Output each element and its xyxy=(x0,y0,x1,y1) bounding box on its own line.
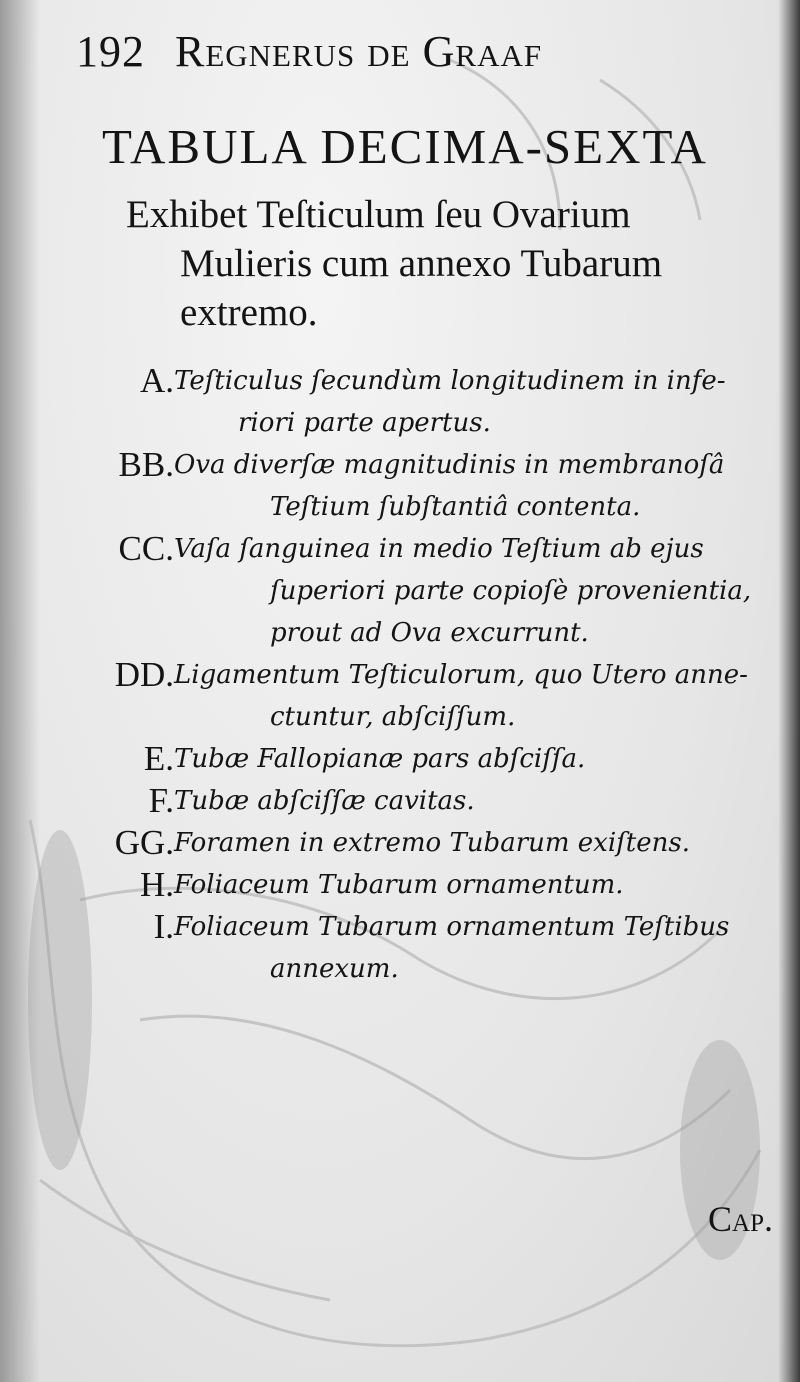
legend-text xyxy=(174,906,790,990)
legend-text xyxy=(174,864,790,906)
legend-entry xyxy=(74,444,790,528)
legend-text xyxy=(174,654,790,738)
legend-entry xyxy=(74,906,790,990)
legend-letter: I. xyxy=(153,907,174,946)
legend-entry xyxy=(74,738,790,780)
legend-line: Foliaceum Tubarum ornamentum. xyxy=(174,870,624,900)
subtitle-line: Exhibet Teſticulum ſeu Ovarium xyxy=(126,193,631,236)
legend-letter: H. xyxy=(139,865,174,904)
legend-entry xyxy=(74,780,790,822)
legend-entry xyxy=(74,864,790,906)
legend-letter: CC. xyxy=(118,529,174,568)
legend-line: Tubæ Fallopianæ pars abſciſſa. xyxy=(174,744,586,774)
legend-letter: DD. xyxy=(114,655,174,694)
legend-text xyxy=(174,822,790,864)
legend-text xyxy=(174,444,790,528)
legend-line: ſuperiori parte copioſè provenientia, xyxy=(270,576,752,606)
subtitle-line: Mulieris cum annexo Tubarum xyxy=(180,242,663,285)
legend-text xyxy=(174,528,790,654)
legend-entry xyxy=(74,360,790,444)
legend-line: Vaſa ſanguinea in medio Teſtium ab ejus xyxy=(174,534,704,564)
legend-line: Tubæ abſciſſæ cavitas. xyxy=(174,786,475,816)
legend-line: prout ad Ova excurrunt. xyxy=(270,618,589,648)
legend-letter: A. xyxy=(139,361,174,400)
subtitle-line: extremo. xyxy=(180,291,318,334)
plate-legend xyxy=(74,360,790,990)
legend-line: Teſtium ſubſtantiâ contenta. xyxy=(270,492,641,522)
legend-line: Teſticulus ſecundùm longitudinem in infe- xyxy=(174,366,726,396)
legend-letter: GG. xyxy=(114,823,174,862)
legend-line: ctuntur, abſciſſum. xyxy=(270,702,516,732)
legend-line: Foliaceum Tubarum ornamentum Teſtibus xyxy=(174,912,730,942)
page-number: 192 xyxy=(76,27,145,76)
legend-entry xyxy=(74,528,790,654)
legend-line: riori parte apertus. xyxy=(238,408,491,438)
legend-letter: BB. xyxy=(118,445,174,484)
legend-line: annexum. xyxy=(270,954,399,984)
legend-text xyxy=(174,780,790,822)
legend-letter: F. xyxy=(148,781,174,820)
plate-subtitle xyxy=(126,190,796,337)
running-head-author: Regnerus de Graaf xyxy=(175,27,543,76)
legend-text xyxy=(174,738,790,780)
legend-line: Foramen in extremo Tubarum exiſtens. xyxy=(174,828,690,858)
legend-entry xyxy=(74,822,790,864)
legend-entry xyxy=(74,654,790,738)
legend-line: Ova diverſæ magnitudinis in membranoſâ xyxy=(174,450,725,480)
legend-text xyxy=(174,360,790,444)
legend-line: Ligamentum Teſticulorum, quo Utero anne- xyxy=(174,660,748,690)
catchword: Cap. xyxy=(708,1199,773,1239)
running-head xyxy=(76,26,542,77)
plate-title: TABULA DECIMA-SEXTA xyxy=(102,119,708,174)
legend-letter: E. xyxy=(143,739,174,778)
